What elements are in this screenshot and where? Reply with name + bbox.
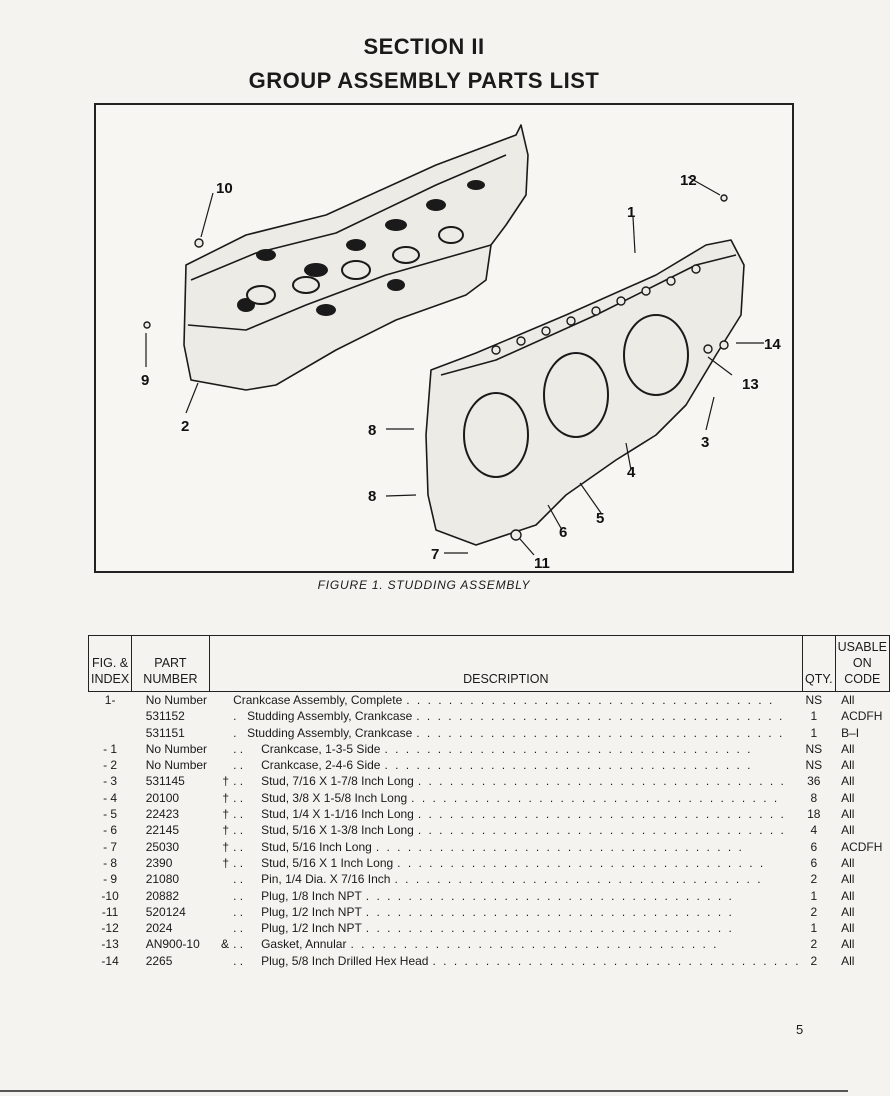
cell-part-number: 20882 [145,888,180,903]
cell-mark [211,904,229,920]
cell-description-text: Crankcase, 1-3-5 Side [261,741,381,756]
cell-indent: . . [233,921,244,936]
cell-qty: 2 [810,953,818,968]
cell-part-number: AN900-10 [145,937,200,952]
cell-index: - 7 [103,839,118,854]
cell-description [209,920,802,936]
cell-description [209,806,802,822]
cell-description [209,888,802,904]
cell-indent: . . [233,937,244,952]
cell-usable-code: All [841,790,855,805]
cell-index: - 6 [103,823,118,838]
cell-description-text: Stud, 5/16 X 1 Inch Long [261,855,394,870]
leader-dots: . . . . . . . . . . . . . . . . . . . . . . . . . . . . . . . . . . . [417,823,786,838]
header-fig-index-line2: INDEX [91,672,130,686]
table-row [89,757,890,773]
cell-mark [211,741,229,757]
cell-part-number: 22423 [145,807,180,822]
cell-indent: . [233,709,237,724]
cell-qty: 2 [810,904,818,919]
cell-usable-code: All [841,921,855,936]
cell-part-number: 531151 [145,725,185,740]
callout-4: 4 [627,464,636,481]
page-bottom-rule [0,1090,848,1092]
cell-description-text: Stud, 5/16 X 1-3/8 Inch Long [261,823,414,838]
cell-description [209,757,802,773]
cell-indent: . . [233,823,244,838]
cell-indent: . . [233,888,244,903]
parts-list-table [88,635,890,969]
cell-indent: . . [233,741,244,756]
table-header [89,636,890,692]
leader-dots: . . . . . . . . . . . . . . . . . . . . . . . . . . . . . . . . . . . [432,953,801,968]
cell-index: -11 [101,904,119,919]
header-code-line2: ON CODE [844,656,881,686]
cell-usable-code: All [841,872,855,887]
cell-indent: . . [233,774,244,789]
cell-index: 1- [104,693,116,707]
cell-usable-code: All [841,823,855,838]
cell-usable-code: All [841,855,855,870]
table-row [89,806,890,822]
cell-mark [211,692,229,708]
leader-dots: . . . . . . . . . . . . . . . . . . . . . . . . . . . . . . . . . . . [417,774,786,789]
table-row [89,741,890,757]
header-part-number [132,636,209,692]
cell-qty: 36 [807,774,821,789]
cell-usable-code: ACDFH [841,839,883,854]
cell-qty: NS [805,693,823,707]
header-qty: QTY. [803,636,836,692]
cell-usable-code: All [841,953,855,968]
cell-mark [211,888,229,904]
cell-part-number: 25030 [145,839,180,854]
callout-3: 3 [701,434,710,451]
cell-indent: . . [233,790,244,805]
table-row [89,692,890,709]
cell-description [209,904,802,920]
cell-usable-code: All [841,937,855,952]
cell-description-text: Studding Assembly, Crankcase [247,725,413,740]
callout-8-lower: 8 [368,488,377,505]
figure-studding-assembly [94,103,794,573]
cell-description [209,855,802,871]
cell-index: - 5 [103,807,118,822]
callout-2: 2 [181,418,190,435]
header-fig-index [89,636,132,692]
cell-description [209,822,802,838]
cell-mark: † [222,774,230,789]
cell-mark: † [222,807,230,822]
page-number: 5 [796,1022,804,1037]
cell-part-number: 20100 [145,790,180,805]
table-row [89,725,890,741]
cell-usable-code: All [841,904,855,919]
callout-1: 1 [627,204,636,221]
table-row [89,871,890,887]
callout-9: 9 [141,372,150,389]
callout-7: 7 [431,546,440,563]
cell-mark: † [222,839,230,854]
cell-usable-code: All [841,774,855,789]
cell-mark [211,953,229,969]
cell-index [89,708,132,724]
cell-indent: . . [233,855,244,870]
cell-description-text: Plug, 1/8 Inch NPT [261,888,362,903]
cell-mark: † [222,855,230,870]
cell-description-text: Crankcase Assembly, Complete [233,693,403,707]
cell-mark [211,725,229,741]
cell-description [209,790,802,806]
leader-dots: . . . . . . . . . . . . . . . . . . . . . . . . . . . . . . . . . . . [365,888,734,903]
cell-usable-code: ACDFH [841,709,883,724]
table-row [89,888,890,904]
header-description: DESCRIPTION [209,636,802,692]
callout-11: 11 [534,555,550,572]
cell-index: - 8 [103,855,118,870]
cell-indent: . . [233,758,244,773]
cell-mark: & [221,937,230,952]
cell-indent: . . [233,904,244,919]
cell-description-text: Plug, 1/2 Inch NPT [261,904,362,919]
table-row [89,773,890,789]
cell-index: -12 [101,921,119,936]
cell-description-text: Stud, 5/16 Inch Long [261,839,372,854]
table-row [89,920,890,936]
callout-14: 14 [764,336,781,353]
leader-dots: . . . . . . . . . . . . . . . . . . . . . . . . . . . . . . . . . . . [411,790,780,805]
table-row [89,936,890,952]
cell-indent: . . [233,953,244,968]
table-row [89,855,890,871]
cell-mark [211,920,229,936]
cell-qty: 4 [810,823,818,838]
leader-dots: . . . . . . . . . . . . . . . . . . . . . . . . . . . . . . . . . . . [384,741,753,756]
callout-13: 13 [742,376,759,393]
leader-dots: . . . . . . . . . . . . . . . . . . . . . . . . . . . . . . . . . . . [365,921,734,936]
cell-part-number: 2024 [145,921,173,936]
cell-usable-code: All [841,888,855,903]
leader-dots: . . . . . . . . . . . . . . . . . . . . . . . . . . . . . . . . . . . [417,807,786,822]
cell-description [209,692,802,709]
cell-indent: . . [233,839,244,854]
cell-part-number: No Number [145,693,208,707]
leader-dots: . . . . . . . . . . . . . . . . . . . . . . . . . . . . . . . . . . . [416,725,785,740]
cell-qty: 1 [810,888,818,903]
cell-description [209,741,802,757]
cell-description [209,953,802,969]
cell-description [209,839,802,855]
leader-dots: . . . . . . . . . . . . . . . . . . . . . . . . . . . . . . . . . . . [397,855,766,870]
cell-usable-code: All [841,758,855,773]
cell-index: - 2 [103,758,118,773]
cell-indent: . . [233,872,244,887]
table-row [89,839,890,855]
cell-part-number: 520124 [145,904,186,919]
cell-qty: NS [805,741,823,756]
cell-indent: . . [233,807,244,822]
page-title: GROUP ASSEMBLY PARTS LIST [248,68,600,93]
cell-indent: . [233,725,237,740]
cell-mark [211,708,229,724]
callout-12: 12 [680,172,697,189]
leader-dots: . . . . . . . . . . . . . . . . . . . . . . . . . . . . . . . . . . . [416,709,785,724]
cell-qty: 1 [810,725,818,740]
cell-part-number: No Number [145,741,208,756]
table-row [89,822,890,838]
cell-index: - 1 [103,741,118,756]
cell-description-text: Stud, 3/8 X 1-5/8 Inch Long [261,790,408,805]
cell-part-number: 531145 [145,774,185,789]
section-heading: SECTION II [363,34,485,59]
table-row [89,953,890,969]
cell-description-text: Stud, 7/16 X 1-7/8 Inch Long [261,774,414,789]
cell-usable-code: B–I [841,725,860,740]
cell-qty: 2 [810,937,818,952]
cell-description-text: Pin, 1/4 Dia. X 7/16 Inch [261,872,391,887]
cell-part-number: 22145 [145,823,180,838]
callout-5: 5 [596,510,605,527]
cell-part-number: 2390 [145,855,173,870]
cell-qty: 1 [810,709,818,724]
cell-part-number: 2265 [145,953,173,968]
callout-6: 6 [559,524,568,541]
cell-description [209,725,802,741]
figure-caption: FIGURE 1. STUDDING ASSEMBLY [317,578,531,592]
cell-part-number: 531152 [145,709,185,724]
crankcase-illustration [96,105,792,571]
leader-dots: . . . . . . . . . . . . . . . . . . . . . . . . . . . . . . . . . . . [365,904,734,919]
cell-index [89,725,132,741]
cell-mark: † [222,790,230,805]
leader-dots: . . . . . . . . . . . . . . . . . . . . . . . . . . . . . . . . . . . [384,758,753,773]
header-part-line2: NUMBER [143,672,198,686]
cell-description-text: Studding Assembly, Crankcase [247,709,413,724]
cell-index: -14 [101,953,119,968]
cell-qty: 18 [807,807,821,822]
leader-dots: . . . . . . . . . . . . . . . . . . . . . . . . . . . . . . . . . . . [350,937,719,952]
cell-usable-code: All [841,807,855,822]
cell-index: - 9 [103,872,118,887]
cell-description [209,708,802,724]
header-usable-code [835,636,889,692]
callout-10: 10 [216,180,233,197]
header-code-line1: USABLE [837,640,887,654]
cell-part-number: No Number [145,758,208,773]
table-row [89,790,890,806]
cell-description [209,773,802,789]
header-part-line1: PART [154,656,187,670]
cell-mark [211,871,229,887]
callout-8-upper: 8 [368,422,377,439]
cell-qty: 6 [810,839,818,854]
cell-qty: 2 [810,872,818,887]
cell-usable-code: All [841,741,855,756]
cell-index: - 3 [103,774,118,789]
leader-dots: . . . . . . . . . . . . . . . . . . . . . . . . . . . . . . . . . . . [375,839,744,854]
cell-description-text: Plug, 1/2 Inch NPT [261,921,362,936]
cell-index: -10 [101,888,119,903]
cell-part-number: 21080 [145,872,180,887]
cell-description-text: Crankcase, 2-4-6 Side [261,758,381,773]
header-fig-index-line1: FIG. & [92,656,129,670]
cell-index: - 4 [103,790,118,805]
cell-description [209,871,802,887]
cell-qty: NS [805,758,823,773]
leader-dots: . . . . . . . . . . . . . . . . . . . . . . . . . . . . . . . . . . . [406,693,775,707]
cell-qty: 6 [810,855,818,870]
table-body [89,692,890,970]
cell-description [209,936,802,952]
table-row [89,904,890,920]
leader-dots: . . . . . . . . . . . . . . . . . . . . . . . . . . . . . . . . . . . [394,872,763,887]
cell-description-text: Stud, 1/4 X 1-1/16 Inch Long [261,807,414,822]
cell-qty: 8 [810,790,818,805]
cell-usable-code: All [841,693,855,707]
cell-qty: 1 [810,921,818,936]
cell-mark: † [222,823,230,838]
cell-description-text: Plug, 5/8 Inch Drilled Hex Head [261,953,429,968]
cell-index: -13 [101,937,119,952]
table-row [89,708,890,724]
cell-description-text: Gasket, Annular [261,937,347,952]
cell-mark [211,757,229,773]
